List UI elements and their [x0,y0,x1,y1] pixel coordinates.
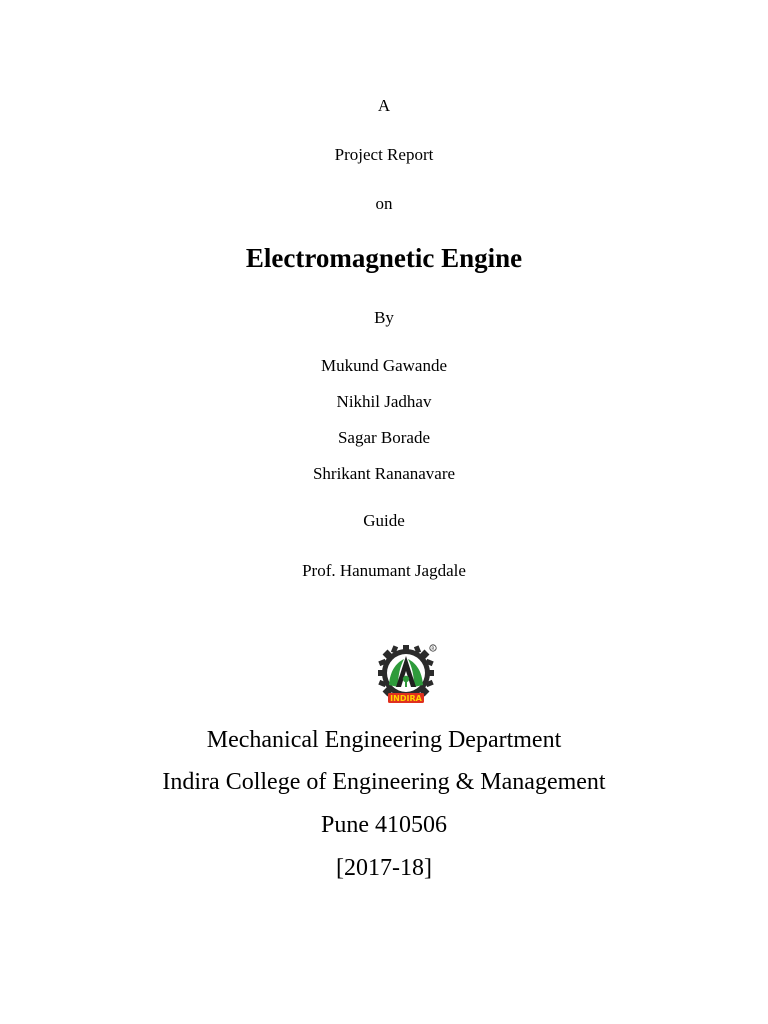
prefix-text: A [377,96,391,115]
author-name: Mukund Gawande [320,356,448,375]
connector-text: on [375,194,393,213]
report-title: Electromagnetic Engine [245,243,523,273]
by-label: By [374,308,394,327]
college-location: Pune 410506 [321,812,447,838]
academic-year: [2017-18] [336,855,432,881]
guide-label: Guide [363,511,405,530]
author-name: Shrikant Rananavare [312,464,456,483]
document-type: Project Report [334,145,434,164]
svg-text:INDIRA: INDIRA [390,694,422,703]
author-name: Nikhil Jadhav [336,392,432,411]
svg-text:R: R [431,647,435,652]
college-name: Indira College of Engineering & Management [162,769,606,795]
guide-name: Prof. Hanumant Jagdale [302,561,466,580]
indira-college-emblem-icon [374,641,440,707]
department-name: Mechanical Engineering Department [206,727,562,753]
author-name: Sagar Borade [337,428,431,447]
